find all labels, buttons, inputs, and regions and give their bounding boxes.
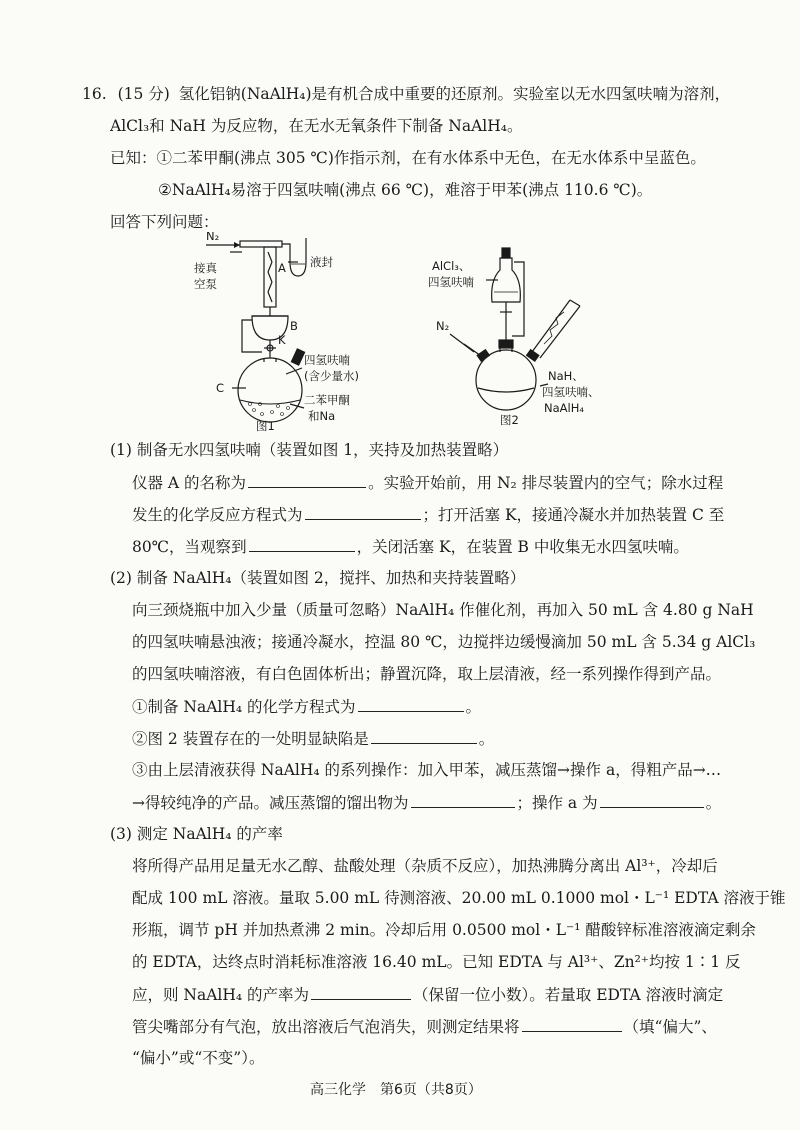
fig2-label-n2: N₂ bbox=[436, 319, 450, 333]
fig1-label-thf-2: (含少量水) bbox=[304, 369, 359, 383]
part1-line3-b: ，关闭活塞 K，在装置 B 中收集无水四氢呋喃。 bbox=[356, 538, 689, 556]
answer-blank-naalh4-equation[interactable] bbox=[358, 696, 464, 712]
part2-q3-line1: ③由上层清液获得 NaAlH₄ 的系列操作：加入甲苯，减压蒸馏→操作 a，得粗产品→… bbox=[132, 761, 722, 779]
part2-q2-a: ②图 2 装置存在的一处明显缺陷是 bbox=[132, 730, 369, 748]
part1-line2-a: 发生的化学反应方程式为 bbox=[132, 506, 303, 524]
answer-blank-observation[interactable] bbox=[249, 536, 355, 552]
part2-q1 bbox=[132, 696, 481, 717]
part2-line2: 的四氢呋喃悬浊液；接通冷凝水，控温 80 ℃，边搅拌边缓慢滴加 50 mL 含 5.34 g AlCl₃ bbox=[132, 633, 756, 651]
fig2-caption: 图2 bbox=[500, 413, 519, 427]
part3-line7: “偏小”或“不变”）。 bbox=[132, 1049, 265, 1067]
part2-q3-line2-c: 。 bbox=[705, 794, 722, 812]
question-intro-1: 氢化铝钠(NaAlH₄)是有机合成中重要的还原剂。实验室以无水四氢呋喃为溶剂， bbox=[178, 85, 731, 103]
question-score: (15 分) bbox=[117, 85, 170, 103]
part1-line2 bbox=[132, 504, 724, 525]
part2-title: (2) 制备 NaAlH₄（装置如图 2，搅拌、加热和夹持装置略） bbox=[110, 569, 526, 587]
part3-line6-a: 管尖嘴部分有气泡，放出溶液后气泡消失，则测定结果将 bbox=[132, 1018, 520, 1036]
funnel-stopper bbox=[502, 248, 510, 258]
fig2-label-alcl3-2: 四氢呋喃 bbox=[428, 275, 474, 289]
part2-q2 bbox=[132, 728, 494, 749]
answer-blank-operation-a[interactable] bbox=[600, 792, 704, 808]
part3-line6 bbox=[132, 1016, 717, 1037]
part3-line5-b: （保留一位小数）。若量取 EDTA 溶液时滴定 bbox=[413, 986, 724, 1004]
figure-2-apparatus bbox=[420, 240, 620, 430]
part2-q3-line2 bbox=[132, 792, 721, 813]
part3-line5-a: 应，则 NaAlH₄ 的产率为 bbox=[132, 986, 310, 1004]
answer-blank-error-effect[interactable] bbox=[522, 1016, 622, 1032]
part1-line3 bbox=[132, 536, 689, 557]
part2-q1-b: 。 bbox=[465, 698, 482, 716]
part1-line2-b: ；打开活塞 K，接通冷凝水并加热装置 C 至 bbox=[422, 506, 725, 524]
page-footer: 高三化学 第6页（共8页） bbox=[310, 1082, 482, 1098]
fig2-label-mix-1: NaH、 bbox=[548, 369, 584, 383]
part1-line1 bbox=[132, 472, 723, 493]
part3-line5 bbox=[132, 984, 723, 1005]
part2-line3: 的四氢呋喃溶液，有白色固体析出；静置沉降，取上层清液，经一系列操作得到产品。 bbox=[132, 665, 722, 683]
part1-line3-a: 80℃，当观察到 bbox=[132, 538, 247, 556]
fig1-label-pump-2: 空泵 bbox=[194, 277, 217, 291]
answer-blank-instrument-a[interactable] bbox=[248, 472, 366, 488]
flask-c bbox=[238, 358, 302, 422]
part3-line6-b: （填“偏大”、 bbox=[623, 1018, 717, 1036]
fig1-label-seal: 液封 bbox=[310, 255, 333, 269]
question-number: 16. bbox=[82, 85, 107, 103]
part2-q1-a: ①制备 NaAlH₄ 的化学方程式为 bbox=[132, 698, 356, 716]
fig1-label-a: A bbox=[278, 261, 286, 275]
fig2-label-mix-2: 四氢呋喃、 bbox=[542, 385, 600, 399]
fig1-label-pump-1: 接真 bbox=[194, 261, 217, 275]
answer-blank-distillate[interactable] bbox=[411, 792, 515, 808]
fig1-label-dpk-1: 二苯甲酮 bbox=[304, 393, 350, 407]
fig1-label-b: B bbox=[290, 319, 298, 333]
part2-q3-line2-a: →得较纯净的产品。减压蒸馏的馏出物为 bbox=[132, 794, 409, 812]
part2-line1: 向三颈烧瓶中加入少量（质量可忽略）NaAlH₄ 作催化剂，再加入 50 mL 含 4.80 g NaH bbox=[132, 601, 754, 619]
answer-prompt: 回答下列问题： bbox=[110, 213, 219, 231]
part2-q2-b: 。 bbox=[478, 730, 495, 748]
fig1-label-c: C bbox=[216, 381, 225, 395]
part3-line1: 将所得产品用足量无水乙醇、盐酸处理（杂质不反应），加热沸腾分离出 Al³⁺，冷却后 bbox=[132, 857, 718, 875]
fig1-label-k: K bbox=[278, 333, 286, 347]
fig2-label-mix-3: NaAlH₄ bbox=[544, 401, 584, 415]
part1-line1-b: 。实验开始前，用 N₂ 排尽装置内的空气；除水过程 bbox=[368, 474, 724, 492]
part2-q3-line2-b: ；操作 a 为 bbox=[516, 794, 598, 812]
answer-blank-yield[interactable] bbox=[311, 984, 411, 1000]
question-intro-2: AlCl₃和 NaH 为反应物，在无水无氧条件下制备 NaAlH₄。 bbox=[110, 117, 523, 135]
fig1-label-n2: N₂ bbox=[206, 232, 220, 243]
part3-line4: 的 EDTA，达终点时消耗标准溶液 16.40 mL。已知 EDTA 与 Al³⁺、Zn²⁺均按 1∶1 反 bbox=[132, 953, 741, 971]
question-header bbox=[82, 84, 730, 104]
fig1-label-thf-1: 四氢呋喃 bbox=[304, 353, 350, 367]
answer-blank-dehydration-equation[interactable] bbox=[305, 504, 421, 520]
figure-1-apparatus bbox=[190, 232, 380, 432]
fig1-label-dpk-2: 和Na bbox=[308, 409, 336, 423]
fig1-caption: 图1 bbox=[256, 419, 275, 432]
part1-title: (1) 制备无水四氢呋喃（装置如图 1，夹持及加热装置略） bbox=[110, 441, 509, 459]
known-condition-1: 已知：①二苯甲酮(沸点 305 ℃)作指示剂，在有水体系中无色，在无水体系中呈蓝色。 bbox=[110, 149, 706, 167]
fig2-label-alcl3-1: AlCl₃、 bbox=[432, 259, 471, 273]
part1-line1-a: 仪器 A 的名称为 bbox=[132, 474, 247, 492]
answer-blank-apparatus-defect[interactable] bbox=[371, 728, 477, 744]
part3-title: (3) 测定 NaAlH₄ 的产率 bbox=[110, 825, 283, 843]
known-condition-2: ②NaAlH₄易溶于四氢呋喃(沸点 66 ℃)，难溶于甲苯(沸点 110.6 ℃)。 bbox=[158, 181, 653, 199]
part3-line3: 形瓶，调节 pH 并加热煮沸 2 min。冷却后用 0.0500 mol・L⁻¹ 醋酸锌标准溶液滴定剩余 bbox=[132, 921, 756, 939]
part3-line2: 配成 100 mL 溶液。量取 5.00 mL 待测溶液、20.00 mL 0.1000 mol・L⁻¹ EDTA 溶液于锥 bbox=[132, 889, 786, 907]
